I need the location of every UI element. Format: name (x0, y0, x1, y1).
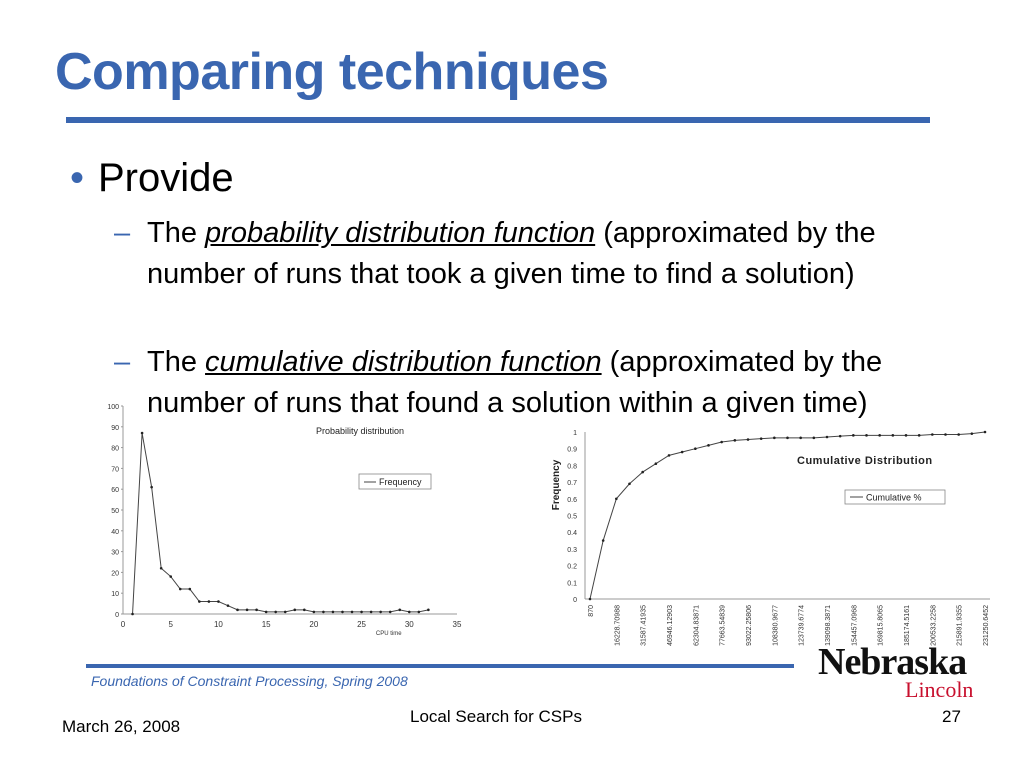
data-point (293, 609, 296, 612)
data-point (813, 437, 816, 440)
probability-distribution-chart (100, 400, 470, 645)
cdf-term: cumulative distribution function (205, 346, 602, 378)
dash-icon: – (114, 217, 131, 249)
data-point (641, 471, 644, 474)
sub-bullet-cdf (114, 342, 964, 424)
data-point (360, 611, 363, 614)
y-tick-label: 0.5 (567, 513, 577, 521)
data-point (379, 611, 382, 614)
y-tick-label: 0 (115, 612, 119, 619)
bullet-provide-text: Provide (98, 156, 234, 200)
data-point (274, 611, 277, 614)
x-tick-label: 123739.6774 (798, 605, 806, 646)
data-point (839, 435, 842, 438)
y-tick-label: 90 (111, 424, 119, 432)
data-point (322, 611, 325, 614)
data-point (141, 432, 144, 435)
title-underline (66, 117, 930, 123)
y-tick-label: 0.3 (567, 546, 577, 554)
sub1-post: (approximated by the number of runs that took a given time to find a solution) (147, 217, 876, 290)
data-point (694, 447, 697, 450)
y-tick-label: 50 (111, 508, 119, 515)
x-tick-label: 108380.9677 (772, 605, 780, 646)
data-point (169, 575, 172, 578)
x-tick-label: 154457.0968 (851, 605, 859, 646)
data-point (198, 600, 201, 603)
x-tick-label: 0 (120, 620, 126, 629)
bullet-provide (70, 156, 234, 201)
y-tick-label: 0 (573, 597, 577, 604)
footer-divider (86, 664, 794, 668)
y-tick-label: 0.8 (567, 463, 577, 471)
data-point (786, 437, 789, 440)
chart-title: Probability distribution (316, 426, 405, 436)
legend-label: Cumulative % (866, 492, 922, 503)
x-tick-label: 870 (588, 605, 595, 617)
x-tick-label: 185174.5161 (904, 605, 911, 646)
data-point (150, 486, 153, 489)
data-point (217, 600, 220, 603)
data-point (246, 609, 249, 612)
data-point (852, 434, 855, 437)
data-point (418, 611, 421, 614)
data-point (341, 611, 344, 614)
slide-title: Comparing techniques (55, 43, 609, 101)
footer-title: Local Search for CSPs (410, 707, 582, 726)
data-point (668, 454, 671, 457)
data-point (892, 434, 895, 437)
y-tick-label: 0.1 (567, 580, 577, 588)
x-tick-label: 77663.54839 (719, 605, 727, 646)
x-tick-label: 231250.6452 (983, 605, 990, 646)
data-point (189, 588, 192, 591)
x-tick-label: 93022.25806 (746, 605, 753, 646)
data-point (681, 451, 684, 454)
data-point (905, 434, 908, 437)
dash-icon: – (114, 346, 131, 378)
footer-date: March 26, 2008 (62, 717, 181, 736)
data-point (332, 611, 335, 614)
data-point (615, 498, 618, 501)
y-tick-label: 100 (107, 404, 119, 411)
x-tick-label: 169815.8065 (877, 605, 885, 646)
y-tick-label: 1 (573, 430, 577, 437)
y-tick-label: 80 (111, 445, 119, 453)
data-point (957, 433, 960, 436)
x-tick-label: 139098.3871 (825, 605, 832, 646)
sub2-post: (approximated by the number of runs that found a solution within a given time) (147, 346, 883, 419)
data-point (351, 611, 354, 614)
x-tick-label: 35 (452, 620, 462, 629)
x-tick-label: 15 (261, 620, 271, 629)
data-point (179, 588, 182, 591)
data-point (236, 609, 239, 612)
data-point (160, 567, 163, 570)
x-axis-title: CPU time (375, 631, 402, 637)
x-tick-label: 10 (213, 620, 223, 629)
y-axis-title: Frequency (551, 459, 562, 511)
data-point (628, 482, 631, 485)
series-line-frequency (133, 433, 429, 614)
page-number: 27 (942, 707, 961, 726)
pdf-term: probability distribution function (205, 217, 596, 249)
data-point (707, 444, 710, 447)
data-point (984, 431, 987, 434)
y-tick-label: 20 (111, 570, 119, 578)
data-point (734, 439, 737, 442)
y-tick-label: 70 (111, 466, 119, 474)
data-point (799, 437, 802, 440)
x-tick-label: 62304.83871 (693, 605, 701, 646)
data-point (747, 438, 750, 441)
sub2-pre: The (147, 346, 197, 378)
x-tick-label: 200533.2258 (930, 605, 938, 646)
bullet-dot-icon: • (70, 156, 85, 200)
data-point (284, 611, 287, 614)
data-point (589, 598, 592, 601)
sub1-pre: The (147, 217, 197, 249)
chart-title: Cumulative Distribution (797, 455, 933, 467)
data-point (773, 437, 776, 440)
y-tick-label: 60 (111, 487, 119, 495)
legend-label: Frequency (379, 477, 422, 487)
x-tick-label: 215891.9355 (956, 605, 964, 646)
y-tick-label: 10 (111, 591, 119, 599)
data-point (408, 611, 411, 614)
data-point (944, 433, 947, 436)
footer-course: Foundations of Constraint Processing, Spring 2008 (91, 673, 408, 689)
data-point (255, 609, 258, 612)
y-tick-label: 0.7 (567, 480, 577, 488)
data-point (427, 609, 430, 612)
y-tick-label: 30 (111, 549, 119, 557)
data-point (398, 609, 401, 612)
data-point (971, 432, 974, 435)
y-tick-label: 0.4 (567, 530, 577, 538)
x-tick-label: 5 (168, 620, 173, 629)
data-point (227, 604, 230, 607)
data-point (878, 434, 881, 437)
x-tick-label: 46946.12903 (667, 605, 674, 646)
data-point (760, 437, 763, 440)
data-point (131, 613, 134, 616)
y-tick-label: 0.6 (567, 496, 577, 504)
data-point (931, 433, 934, 436)
cumulative-distribution-chart (545, 425, 1005, 655)
x-tick-label: 16228.70988 (614, 605, 622, 646)
data-point (602, 539, 605, 542)
university-logo: Nebraska (818, 641, 967, 683)
data-point (370, 611, 373, 614)
data-point (265, 611, 268, 614)
university-logo-sub: Lincoln (905, 677, 974, 702)
data-point (389, 611, 392, 614)
data-point (826, 436, 829, 439)
data-point (918, 434, 921, 437)
data-point (313, 611, 316, 614)
data-point (720, 441, 723, 444)
y-tick-label: 40 (111, 528, 119, 536)
y-tick-label: 0.2 (567, 563, 577, 571)
data-point (208, 600, 211, 603)
x-tick-label: 31587.41935 (640, 605, 648, 646)
data-point (865, 434, 868, 437)
x-tick-label: 20 (309, 620, 319, 629)
data-point (655, 462, 658, 465)
y-tick-label: 0.9 (567, 446, 577, 454)
x-tick-label: 30 (404, 620, 414, 629)
sub-bullet-pdf (114, 213, 964, 295)
data-point (303, 609, 306, 612)
x-tick-label: 25 (357, 620, 367, 629)
